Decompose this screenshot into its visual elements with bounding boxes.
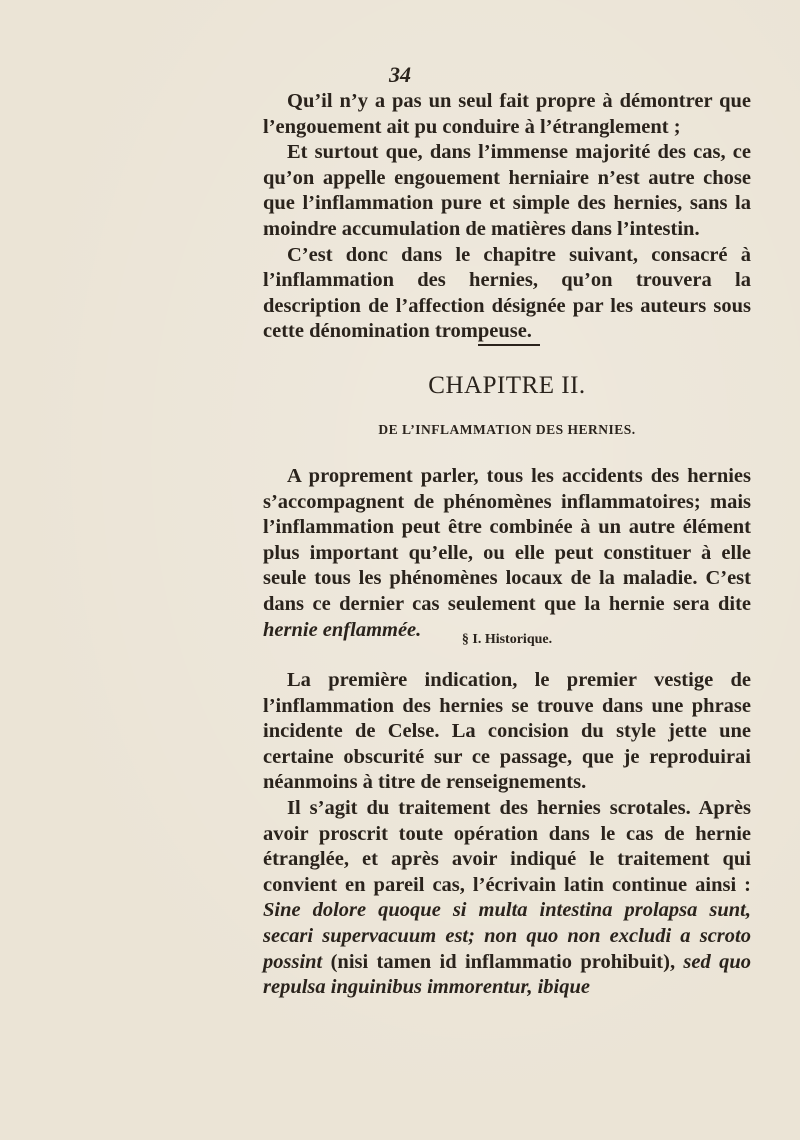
paragraph-text: A proprement parler, tous les accidents des hernies s’accompagnent de phénomènes inflammatoires; mais l’inflammation peut être combinée à un autre élément plus important qu’elle, ou elle peut constituer à elle seule tous les phénomènes locaux de la maladie. C’est dans ce dernier cas seulement que la hernie sera dite (263, 465, 751, 615)
paragraph: Qu’il n’y a pas un seul fait propre à démontrer que l’engouement ait pu conduire à l’étranglement ; (263, 90, 751, 138)
section-divider-rule (478, 344, 540, 346)
historique-text-block (263, 668, 751, 1001)
latin-quote: Sine dolore quoque si multa intestina prolapsa sunt, secari supervacuum est; non quo non excludi a scroto possint (263, 899, 751, 973)
paragraph: C’est donc dans le chapitre suivant, consacré à l’inflammation des hernies, qu’on trouvera la description de l’affection désignée par les auteurs sous cette dénomination trompeuse. (263, 243, 751, 343)
paragraph (263, 796, 751, 1001)
latin-quote: sed quo repulsa inguinibus immorentur, ibique (263, 950, 751, 999)
paragraph: Et surtout que, dans l’immense majorité des cas, ce qu’on appelle engouement herniaire n’est autre chose que l’inflammation pure et simple des hernies, sans la moindre accumulation de matières dans l’intestin. (263, 141, 751, 240)
paragraph-text: (nisi tamen id inflammatio prohibuit), (322, 950, 684, 973)
paragraph-text: Il s’agit du traitement des hernies scrotales. Après avoir proscrit toute opération dans le cas de hernie étranglée, et après avoir indiqué le traitement qui convient en pareil cas, l’écrivain latin continue ainsi : (263, 796, 751, 896)
top-text-block (263, 89, 751, 345)
page-number: 34 (389, 62, 411, 87)
chapter-title: CHAPITRE II. (428, 372, 586, 399)
italic-term: hernie enflammée. (263, 618, 422, 641)
section-title: § I. Historique. (461, 632, 553, 647)
chapter-subtitle: DE L’INFLAMMATION DES HERNIES. (378, 422, 636, 437)
paragraph: La première indication, le premier vestige de l’inflammation des hernies se trouve dans une phrase incidente de Celse. La concision du style jette une certaine obscurité sur ce passage, que je reproduirai néanmoins à titre de renseignements. (263, 669, 751, 794)
intro-text-block (263, 464, 751, 643)
paragraph (263, 464, 751, 643)
